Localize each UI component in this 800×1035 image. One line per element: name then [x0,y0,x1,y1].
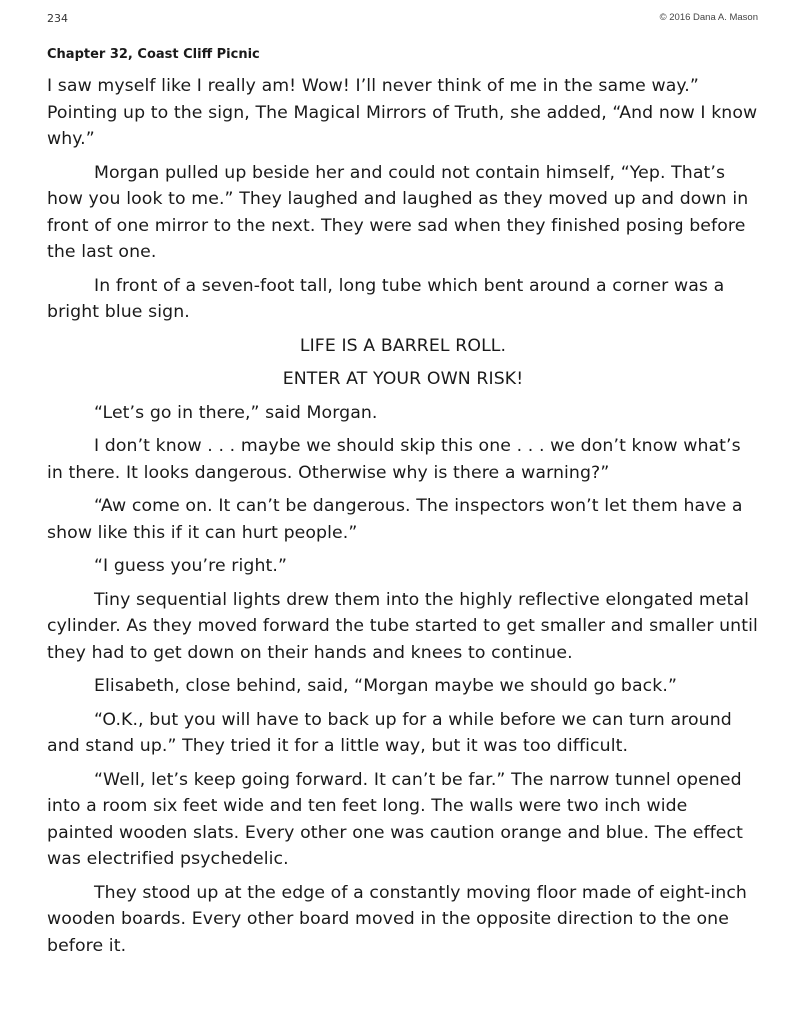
sign-line: ENTER AT YOUR OWN RISK! [282,369,524,389]
sign-line: LIFE IS A BARREL ROLL. [299,335,507,356]
paragraph: “O.K., but you will have to back up for a while before we can turn around and stand up.” They tried it for a little way, but it was too difficult. [47,709,732,756]
paragraph: I don’t know . . . maybe we should skip this one . . . we don’t know what’s in there. It looks dangerous. Otherwise why is there a warning?” [47,436,741,483]
copyright-notice: © 2016 Dana A. Mason [659,12,758,23]
paragraph: In front of a seven-foot tall, long tube which bent around a corner was a bright blue sign. [47,275,725,322]
paragraph: Elisabeth, close behind, said, “Morgan maybe we should go back.” [94,676,677,696]
page-number: 234 [47,12,68,25]
paragraph: Tiny sequential lights drew them into the highly reflective elongated metal cylinder. As they moved forward the tube started to get smaller and smaller until they had to get down on their hands and knees to continue. [47,589,758,663]
paragraph: I saw myself like I really am! Wow! I’ll never think of me in the same way.” Pointing up to the sign, The Magical Mirrors of Truth, she added, “And now I know why.” [47,76,758,149]
paragraph: They stood up at the edge of a constantly moving floor made of eight-inch wooden boards. Every other board moved in the opposite direction to the one before it. [47,882,747,956]
paragraph: “Aw come on. It can’t be dangerous. The inspectors won’t let them have a show like this if it can hurt people.” [47,496,743,543]
paragraph: Morgan pulled up beside her and could not contain himself, “Yep. That’s how you look to me.” They laughed and laughed as they moved up and down in front of one mirror to the next. They were sad when they finished posing before the last one. [47,162,749,262]
paragraph: “Well, let’s keep going forward. It can’t be far.” The narrow tunnel opened into a room six feet wide and ten feet long. The walls were two inch wide painted wooden slats. Every other one was caution orange and blue. The effect was electrified psychedelic. [47,769,744,869]
chapter-title: Chapter 32, Coast Cliff Picnic [47,47,260,62]
paragraph: “I guess you’re right.” [94,556,288,576]
body-text [47,73,759,966]
paragraph: “Let’s go in there,” said Morgan. [94,402,378,423]
